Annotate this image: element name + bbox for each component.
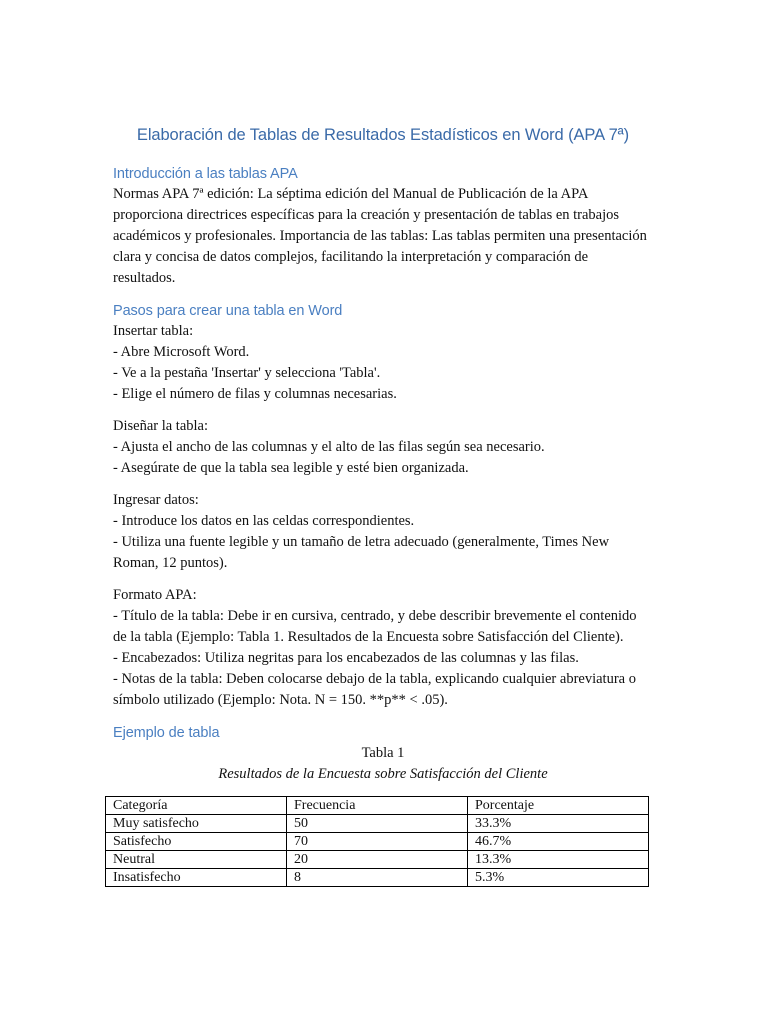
table-cell: 70 [287,833,468,851]
table-row [106,851,649,869]
column-header-frequency: Frecuencia [287,797,468,815]
table-cell: Muy satisfecho [106,815,287,833]
table-cell: 50 [287,815,468,833]
table-cell: 33.3% [468,815,649,833]
apa-format-block [113,585,653,711]
list-item: - Asegúrate de que la tabla sea legible y esté bien organizada. [113,460,469,476]
table-title: Resultados de la Encuesta sobre Satisfacción del Cliente [218,766,548,782]
list-item: - Ajusta el ancho de las columnas y el alto de las filas según sea necesario. [113,439,545,455]
list-item: - Abre Microsoft Word. [113,344,250,360]
column-header-percentage: Porcentaje [468,797,649,815]
column-header-category: Categoría [106,797,287,815]
list-item: - Encabezados: Utiliza negritas para los encabezados de las columnas y las filas. [113,650,579,666]
intro-heading: Introducción a las tablas APA [113,166,298,182]
apa-format-title: Formato APA: [113,587,197,603]
table-cell: Insatisfecho [106,869,287,887]
table-cell: Neutral [106,851,287,869]
table-cell: 13.3% [468,851,649,869]
data-entry-title: Ingresar datos: [113,492,199,508]
results-table [105,796,649,887]
list-item: - Introduce los datos en las celdas correspondientes. [113,513,415,529]
list-item: - Utiliza una fuente legible y un tamaño de letra adecuado (generalmente, Times New Roman, 12 puntos). [113,534,610,571]
table-cell: 46.7% [468,833,649,851]
table-cell: Satisfecho [106,833,287,851]
list-item: - Ve a la pestaña 'Insertar' y selecciona 'Tabla'. [113,365,381,381]
table-row [106,815,649,833]
intro-paragraph: Normas APA 7ª edición: La séptima edición del Manual de Publicación de la APA proporciona directrices específicas para la creación y presentación de tablas en trabajos académicos y profesionales. Importancia de las tablas: Las tablas permiten una presentación clara y concisa de datos complejos, facilitando la interpretación y comparación de resultados. [113,186,647,286]
table-cell: 5.3% [468,869,649,887]
table-row [106,833,649,851]
steps-heading: Pasos para crear una tabla en Word [113,303,343,319]
table-number: Tabla 1 [361,745,405,761]
list-item: - Elige el número de filas y columnas necesarias. [113,386,397,402]
table-cell: 8 [287,869,468,887]
example-heading: Ejemplo de tabla [113,725,220,741]
document-title: Elaboración de Tablas de Resultados Estadísticos en Word (APA 7ª) [136,126,630,144]
table-cell: 20 [287,851,468,869]
data-entry-block [113,490,653,574]
insert-table-title: Insertar tabla: [113,323,194,339]
design-table-block [113,416,653,479]
insert-table-block [113,321,653,405]
list-item: - Notas de la tabla: Deben colocarse debajo de la tabla, explicando cualquier abreviatura o símbolo utilizado (Ejemplo: Nota. N = 150. **p** < .05). [113,671,636,708]
list-item: - Título de la tabla: Debe ir en cursiva, centrado, y debe describir brevemente el contenido de la tabla (Ejemplo: Tabla 1. Resultados de la Encuesta sobre Satisfacción del Cliente). [113,608,637,645]
table-header-row [106,797,649,815]
table-row [106,869,649,887]
design-table-title: Diseñar la tabla: [113,418,209,434]
document-page [113,118,653,887]
